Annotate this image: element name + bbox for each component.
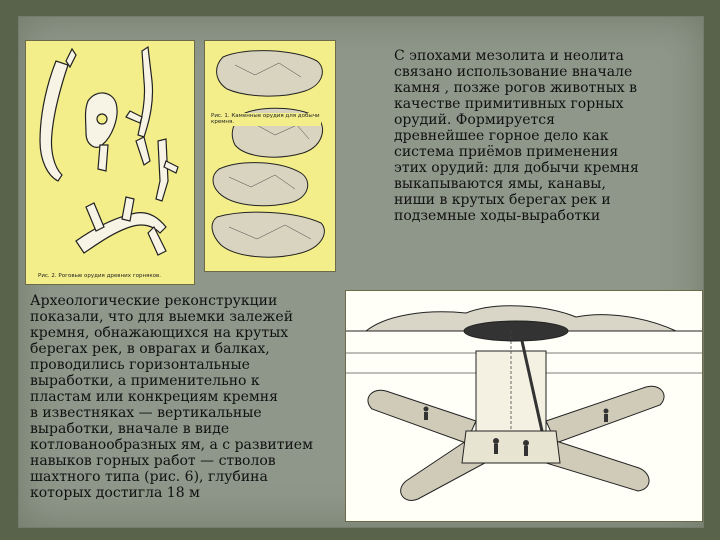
paragraph-line: показали, что для выемки залежей (30, 309, 294, 325)
stone-tools-figure (204, 40, 336, 272)
paragraph-line: берегах рек, в оврагах и балках, (30, 341, 270, 357)
paragraph-line: выработки, вначале в виде (30, 421, 230, 437)
paragraph-line: проводились горизонтальные (30, 357, 250, 373)
paragraph-line: качестве примитивных горных (394, 96, 624, 112)
stone-figure-caption: Рис. 1. Каменные орудия для добычи кремня. (211, 113, 320, 126)
paragraph-line: орудий. Формируется (394, 112, 555, 128)
flint-mine-illustration (346, 291, 702, 521)
paragraph-line: в известняках — вертикальные (30, 405, 262, 421)
paragraph-line: древнейшее горное дело как (394, 128, 609, 144)
paragraph-line: шахтного типа (рис. 6), глубина (30, 469, 268, 485)
antler-tools-illustration (26, 41, 194, 284)
paragraph-line: выкапываются ямы, канавы, (394, 176, 606, 192)
paragraph-line: которых достигла 18 м (30, 485, 200, 501)
paragraph-line: Археологические реконструкции (30, 293, 278, 309)
paragraph-line: пластам или конкрециям кремня (30, 389, 278, 405)
paragraph-line: кремня, обнажающихся на крутых (30, 325, 289, 341)
paragraph-line: выработки, а применительно к (30, 373, 260, 389)
mine-section-figure (345, 290, 703, 522)
paragraph-line: этих орудий: для добычи кремня (394, 160, 639, 176)
paragraph-line: навыков горных работ — стволов (30, 453, 276, 469)
antler-figure-caption: Рис. 2. Роговые орудия древних горняков. (38, 273, 162, 279)
paragraph-line: связано использование вначале (394, 64, 633, 80)
paragraph-line: камня , позже рогов животных в (394, 80, 637, 96)
reconstruction-paragraph (30, 293, 348, 501)
antler-tools-figure (25, 40, 195, 285)
intro-paragraph (394, 48, 714, 224)
paragraph-line: подземные ходы-выработки (394, 208, 601, 224)
paragraph-line: котлованообразных ям, а с развитием (30, 437, 313, 453)
paragraph-line: С эпохами мезолита и неолита (394, 48, 624, 64)
paragraph-line: система приёмов применения (394, 144, 619, 160)
paragraph-line: ниши в крутых берегах рек и (394, 192, 611, 208)
stone-tools-illustration (205, 41, 335, 271)
